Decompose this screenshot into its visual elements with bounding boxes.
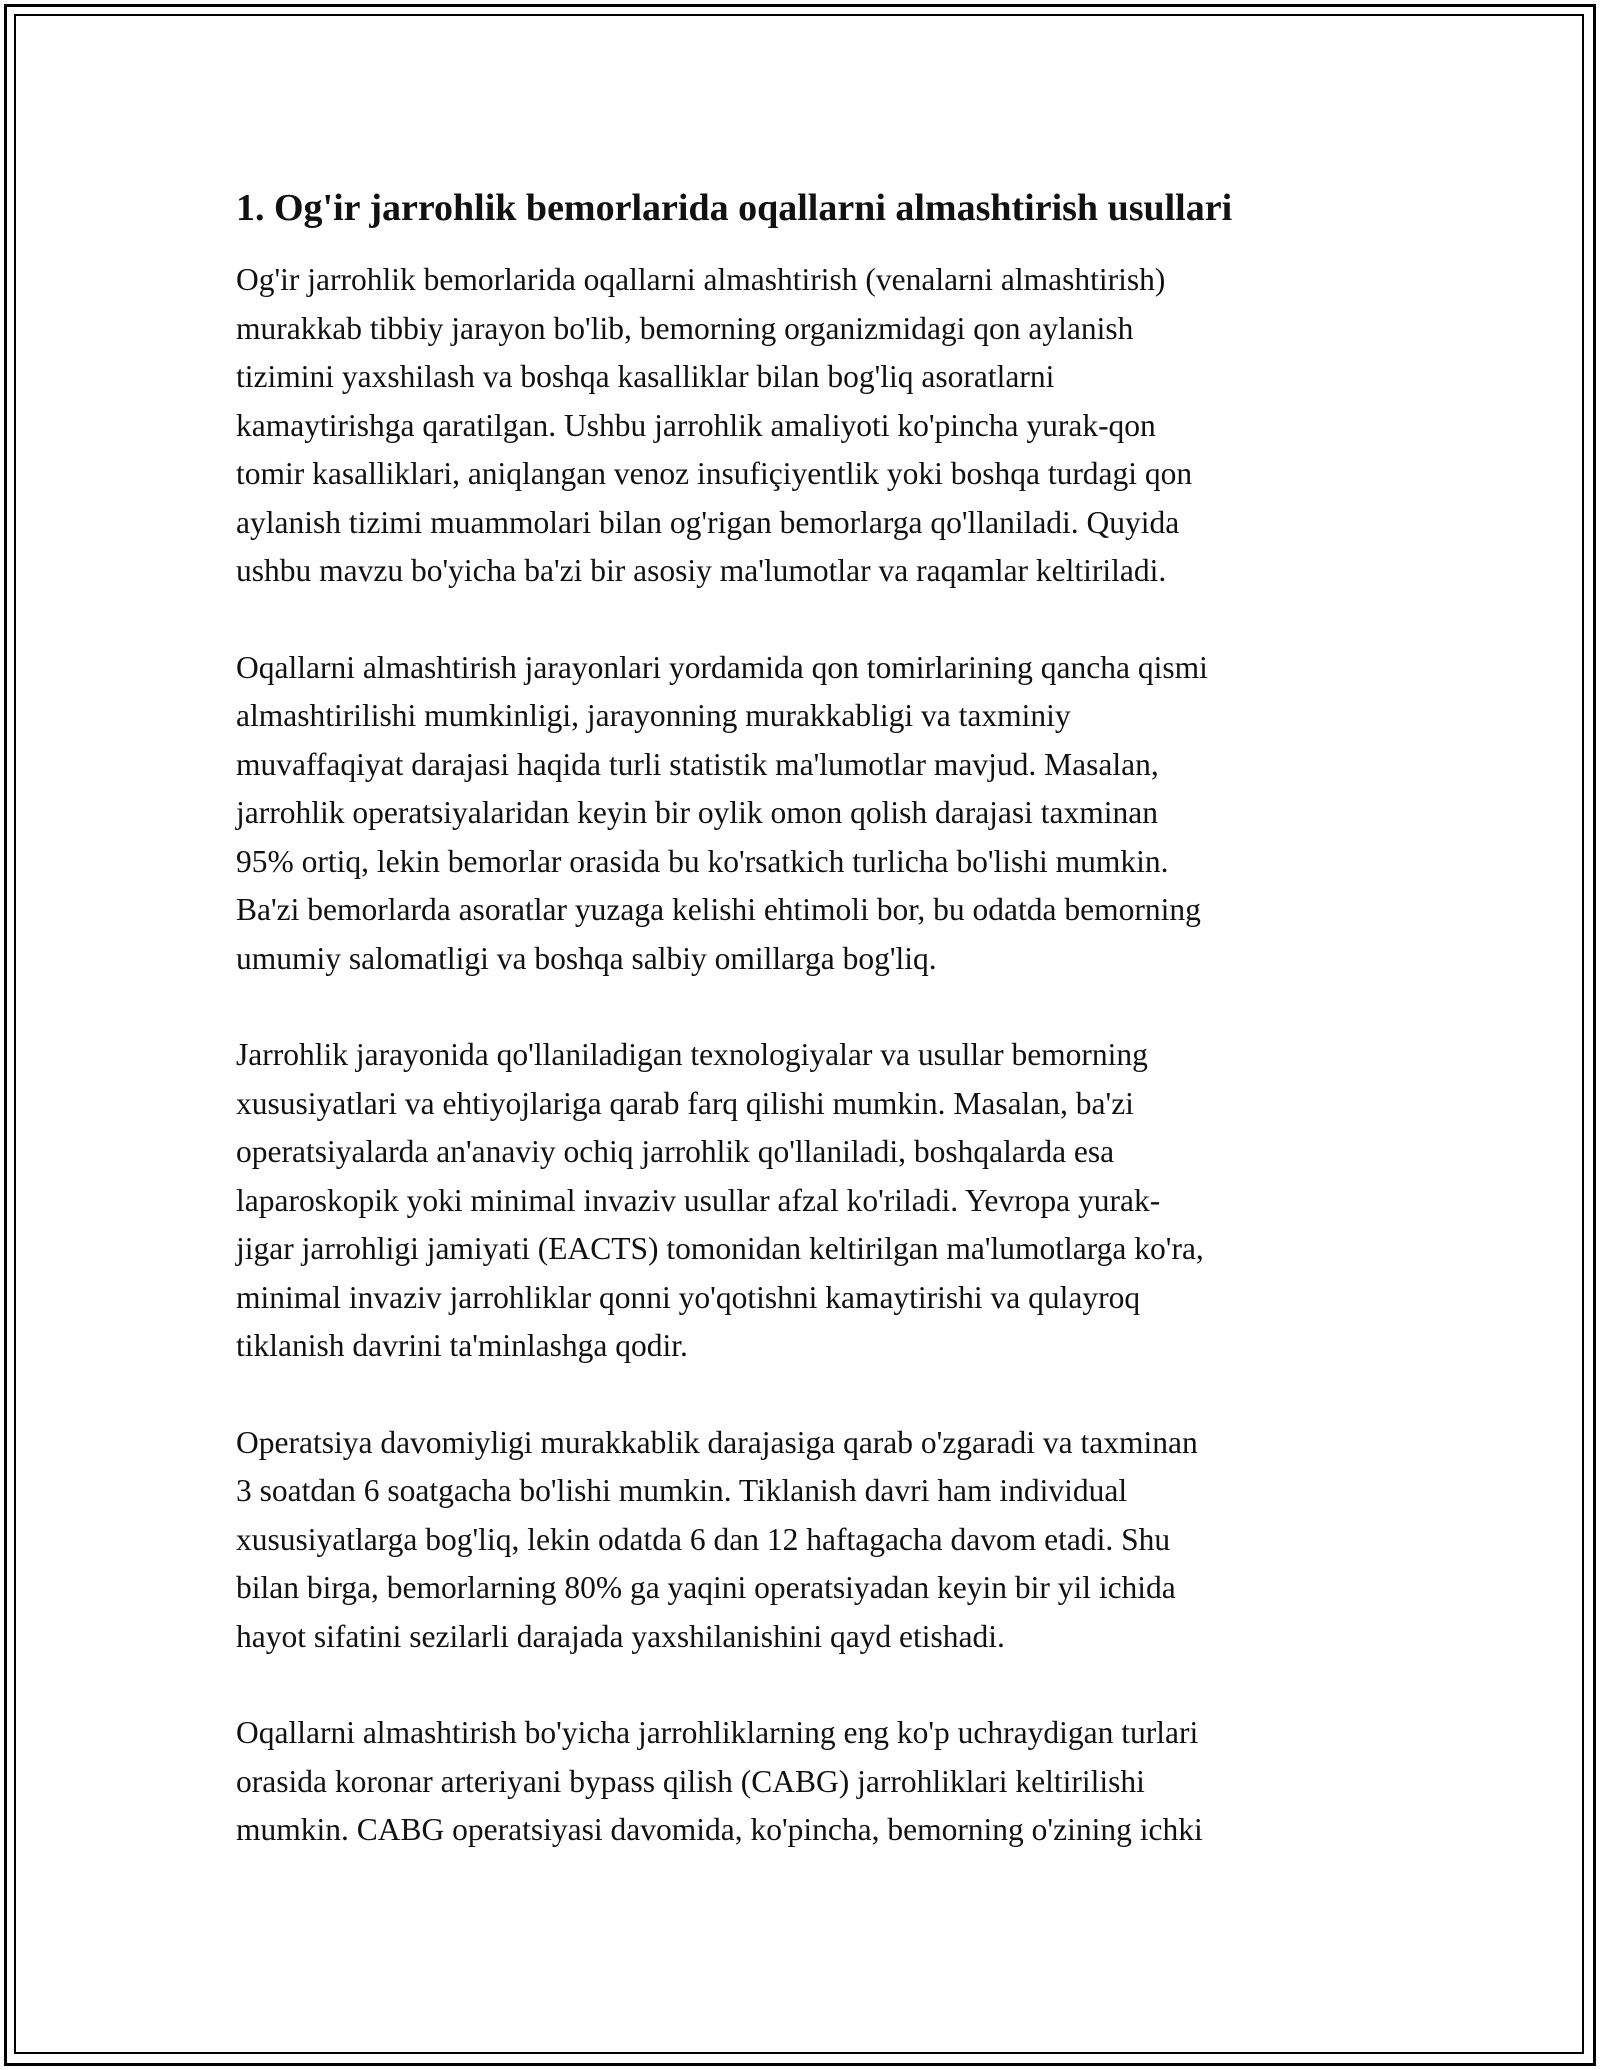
text-line: almashtirilishi mumkinligi, jarayonning murakkabligi va taxminiy — [236, 698, 1071, 733]
text-line: Oqallarni almashtirish jarayonlari yordamida qon tomirlarining qancha qismi — [236, 649, 1208, 685]
text-line: operatsiyalarda an'anaviy ochiq jarrohlik qo'llaniladi, boshqalarda esa — [236, 1134, 1115, 1169]
text-line: ushbu mavzu bo'yicha ba'zi bir asosiy ma'lumotlar va raqamlar keltiriladi. — [236, 553, 1167, 588]
text-line: mumkin. CABG operatsiyasi davomida, ko'pincha, bemorning o'zining ichki — [236, 1812, 1203, 1847]
text-line: Ba'zi bemorlarda asoratlar yuzaga kelishi ehtimoli bor, bu odatda bemorning — [236, 892, 1201, 927]
text-line: tomir kasalliklari, aniqlangan venoz insufiçiyentlik yoki boshqa turdagi qon — [236, 456, 1193, 491]
document-body — [236, 185, 1376, 1903]
text-line: umumiy salomatligi va boshqa salbiy omillarga bog'liq. — [236, 940, 937, 976]
text-line: Operatsiya davomiyligi murakkablik darajasiga qarab o'zgaradi va taxminan — [236, 1424, 1198, 1460]
text-line: tiklanish davrini ta'minlashga qodir. — [236, 1328, 688, 1363]
text-line: laparoskopik yoki minimal invaziv usullar afzal ko'riladi. Yevropa yurak- — [236, 1182, 1161, 1218]
paragraph-4 — [236, 1419, 1376, 1662]
text-line: hayot sifatini sezilarli darajada yaxshilanishini qayd etishadi. — [236, 1618, 1005, 1654]
paragraph-1 — [236, 256, 1376, 596]
text-line: murakkab tibbiy jarayon bo'lib, bemorning organizmidagi qon aylanish — [236, 310, 1134, 346]
text-line: tizimini yaxshilash va boshqa kasalliklar bilan bog'liq asoratlarni — [236, 359, 1055, 394]
text-line: Og'ir jarrohlik bemorlarida oqallarni almashtirish (venalarni almashtirish) — [236, 262, 1166, 297]
text-line: orasida koronar arteriyani bypass qilish (CABG) jarrohliklari keltirilishi — [236, 1763, 1145, 1799]
text-line: jigar jarrohligi jamiyati (EACTS) tomonidan keltirilgan ma'lumotlarga ko'ra, — [236, 1231, 1204, 1266]
section-heading: 1. Og'ir jarrohlik bemorlarida oqallarni almashtirish usullari — [236, 187, 1233, 229]
paragraph-5 — [236, 1709, 1376, 1855]
text-line: 95% ortiq, lekin bemorlar orasida bu ko'rsatkich turlicha bo'lishi mumkin. — [236, 843, 1169, 879]
text-line: xususiyatlarga bog'liq, lekin odatda 6 dan 12 haftagacha davom etadi. Shu — [236, 1521, 1171, 1557]
text-line: Jarrohlik jarayonida qo'llaniladigan texnologiyalar va usullar bemorning — [236, 1037, 1148, 1072]
text-line: muvaffaqiyat darajasi haqida turli statistik ma'lumotlar mavjud. Masalan, — [236, 746, 1159, 782]
text-line: bilan birga, bemorlarning 80% ga yaqini operatsiyadan keyin bir yil ichida — [236, 1570, 1176, 1605]
paragraph-2 — [236, 644, 1376, 984]
text-line: jarrohlik operatsiyalaridan keyin bir oylik omon qolish darajasi taxminan — [236, 795, 1159, 830]
text-line: minimal invaziv jarrohliklar qonni yo'qotishni kamaytirishi va qulayroq — [236, 1279, 1141, 1315]
text-line: Oqallarni almashtirish bo'yicha jarrohliklarning eng ko'p uchraydigan turlari — [236, 1715, 1199, 1750]
text-line: kamaytirishga qaratilgan. Ushbu jarrohlik amaliyoti ko'pincha yurak-qon — [236, 407, 1156, 443]
text-line: aylanish tizimi muammolari bilan og'rigan bemorlarga qo'llaniladi. Quyida — [236, 504, 1180, 540]
text-line: 3 soatdan 6 soatgacha bo'lishi mumkin. Tiklanish davri ham individual — [236, 1473, 1128, 1508]
text-line: xususiyatlari va ehtiyojlariga qarab farq qilishi mumkin. Masalan, ba'zi — [236, 1085, 1134, 1121]
paragraph-3 — [236, 1031, 1376, 1371]
